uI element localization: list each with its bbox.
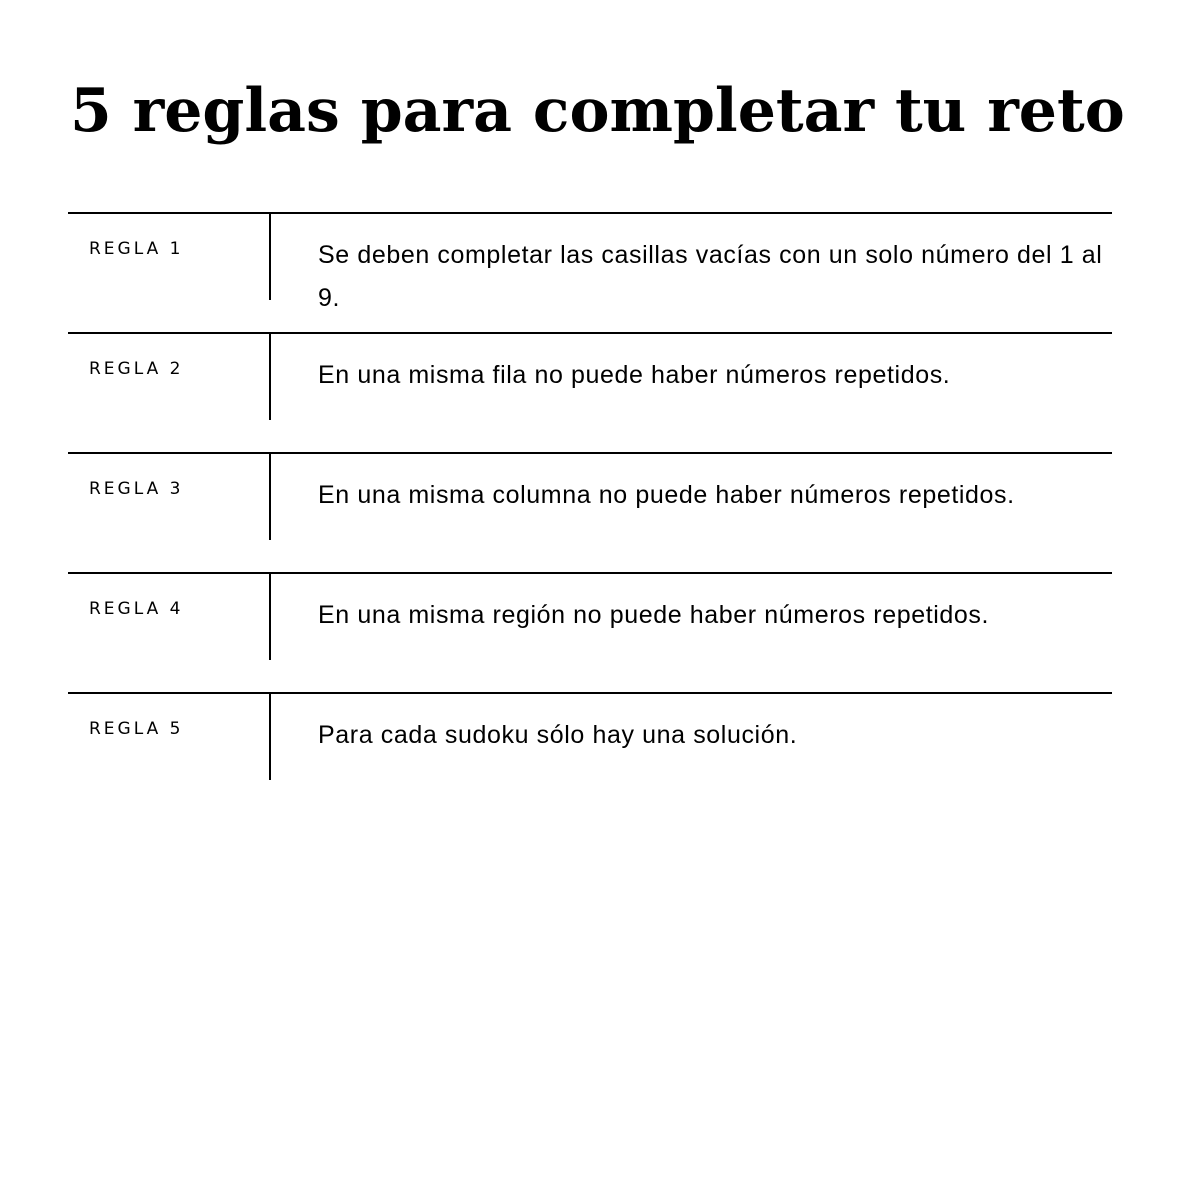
column-divider bbox=[269, 454, 271, 540]
page-title: 5 reglas para completar tu reto bbox=[70, 76, 1125, 146]
rule-row bbox=[68, 692, 1112, 812]
column-divider bbox=[269, 694, 271, 780]
rule-row bbox=[68, 332, 1112, 452]
rule-row bbox=[68, 212, 1112, 332]
rule-label: REGLA 1 bbox=[89, 239, 184, 259]
rule-label: REGLA 3 bbox=[89, 479, 184, 499]
rule-text: En una misma región no puede haber números repetidos. bbox=[318, 601, 990, 629]
rule-label: REGLA 4 bbox=[89, 599, 184, 619]
rule-label: REGLA 5 bbox=[89, 719, 184, 739]
rule-text: En una misma columna no puede haber números repetidos. bbox=[318, 481, 1015, 509]
rule-row bbox=[68, 452, 1112, 572]
rule-label: REGLA 2 bbox=[89, 359, 184, 379]
rule-text: Para cada sudoku sólo hay una solución. bbox=[318, 721, 798, 749]
rule-text: Se deben completar las casillas vacías con un solo número del 1 al 9. bbox=[318, 241, 1103, 312]
column-divider bbox=[269, 574, 271, 660]
rule-text: En una misma fila no puede haber números repetidos. bbox=[318, 361, 951, 389]
rule-row bbox=[68, 572, 1112, 692]
column-divider bbox=[269, 334, 271, 420]
rules-table bbox=[68, 212, 1112, 812]
column-divider bbox=[269, 214, 271, 300]
